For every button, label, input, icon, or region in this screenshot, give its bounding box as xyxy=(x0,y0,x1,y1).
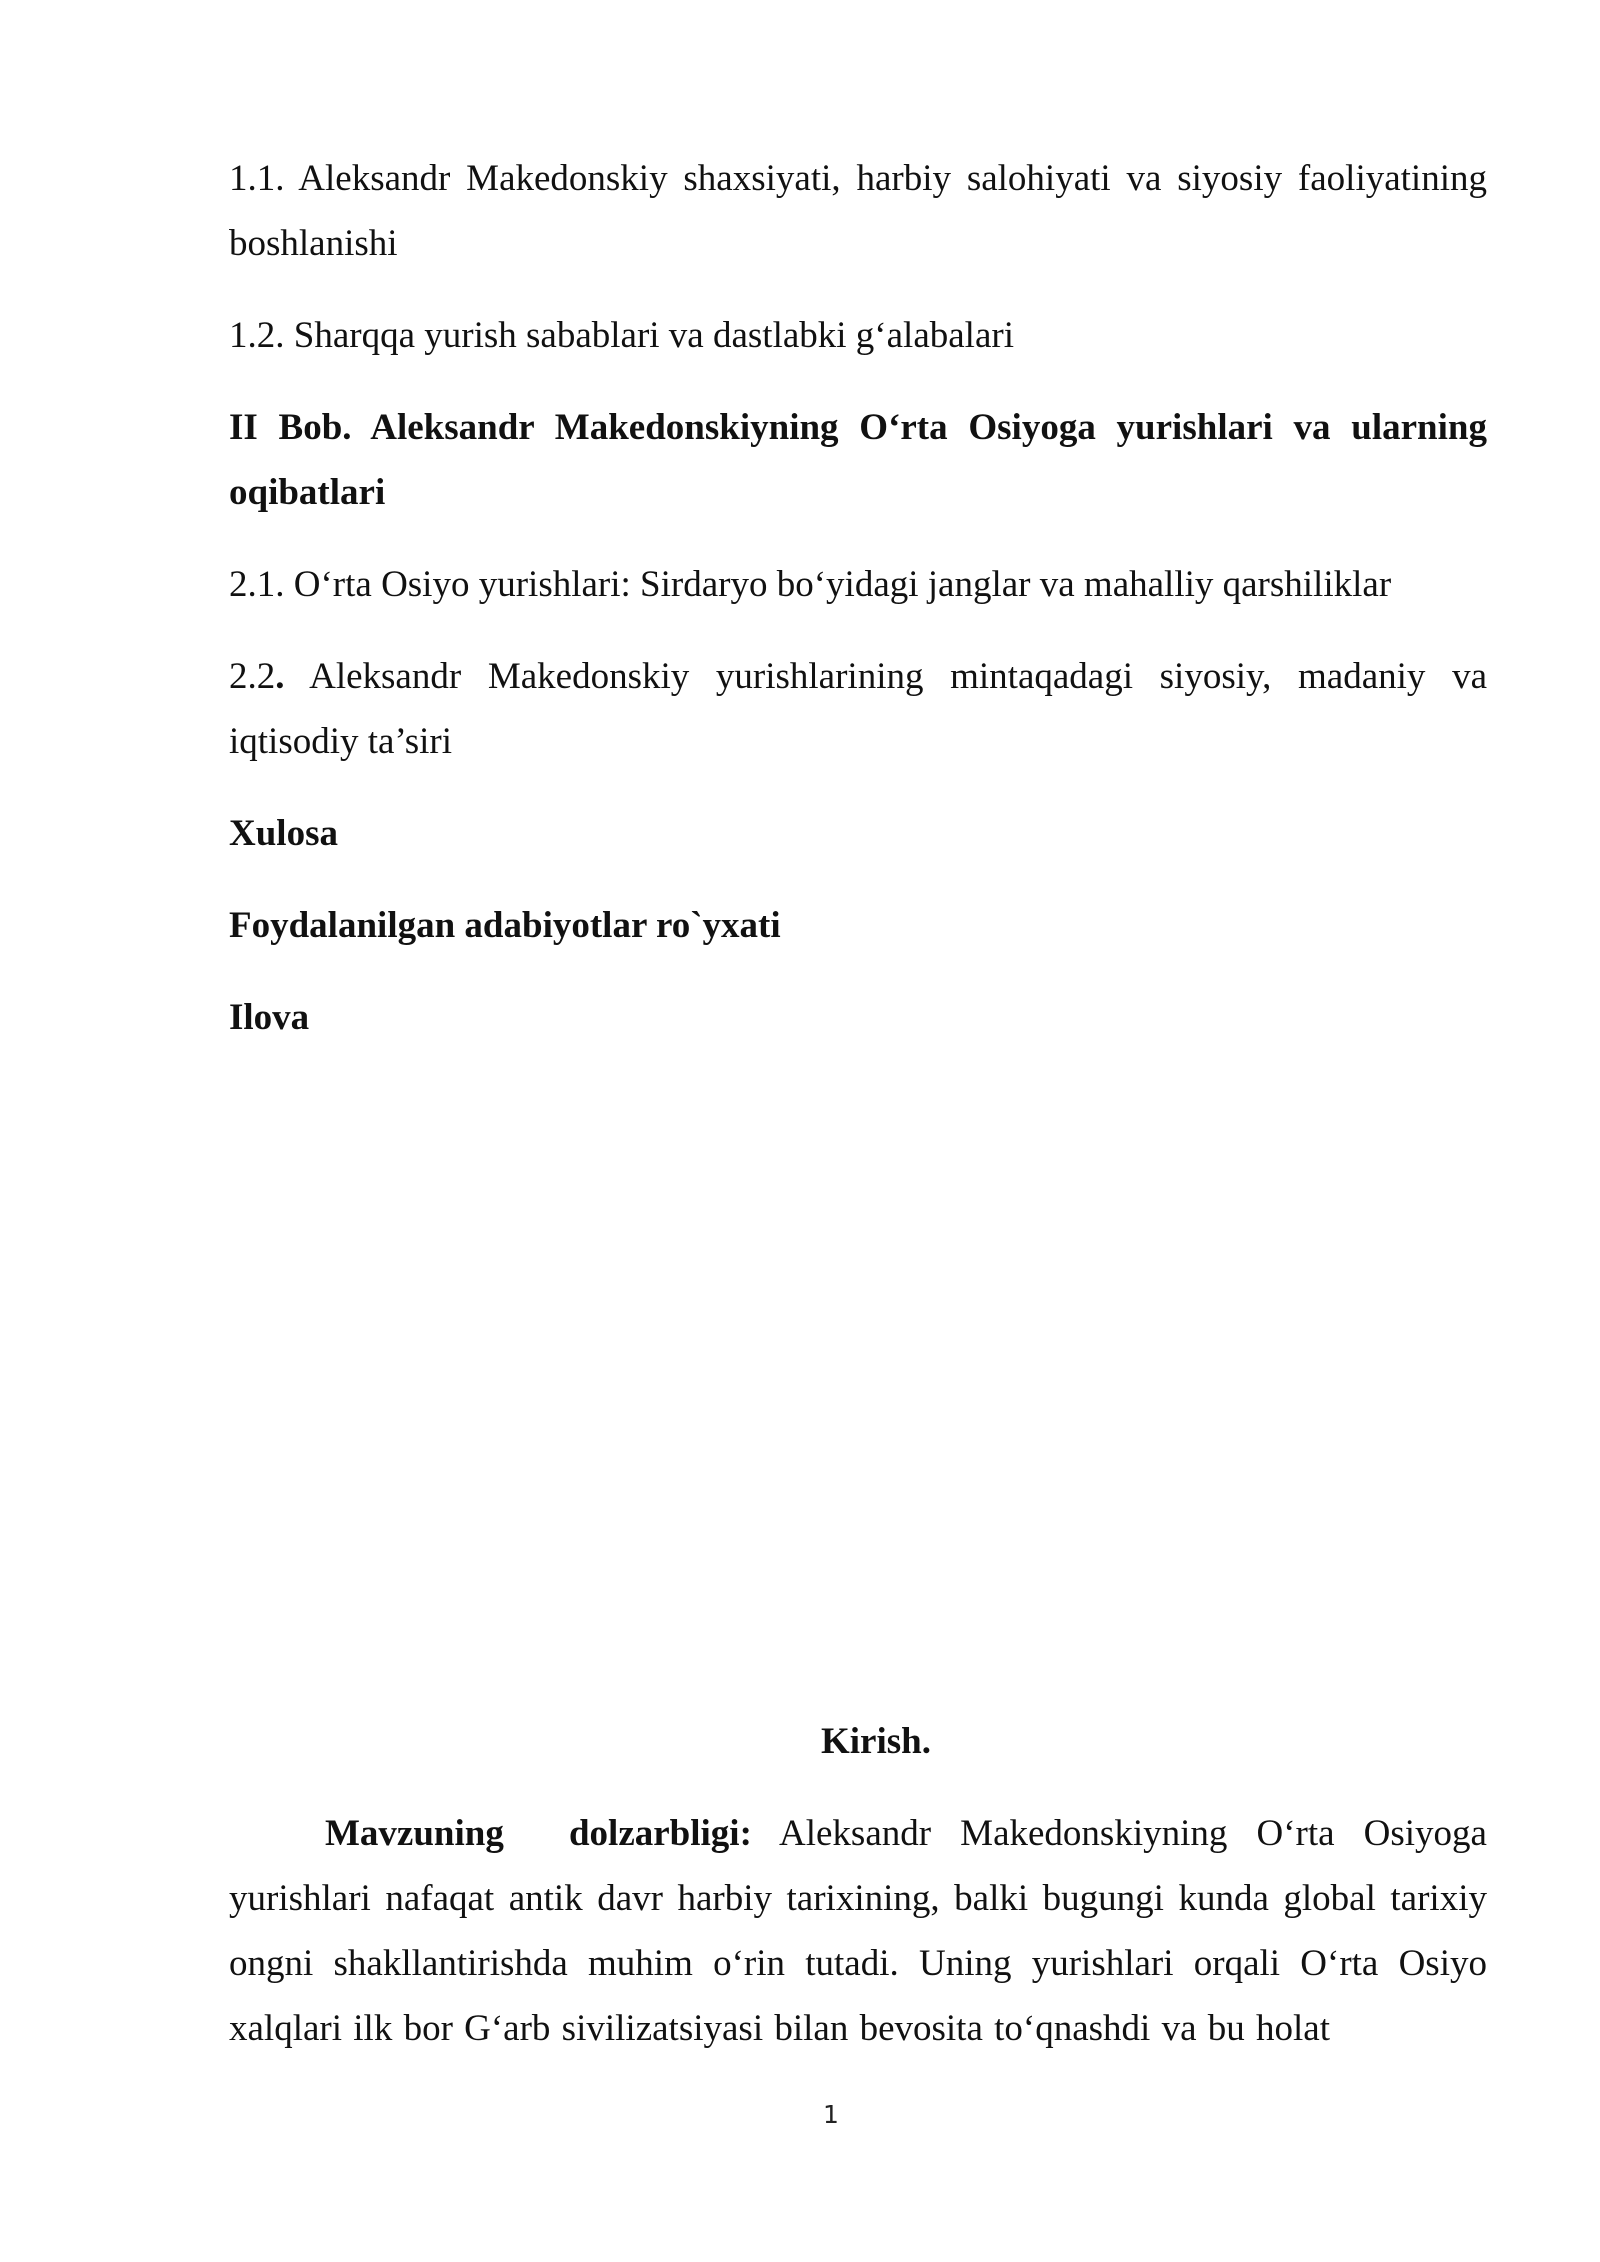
intro-heading: Kirish. xyxy=(821,1721,931,1762)
page-number: 1 xyxy=(823,2100,839,2129)
intro-text: Aleksandr Makedonskiyning O‘rta Osiyoga yurishlari nafaqat antik davr harbiy tarixining, balki bugungi kunda global tarixiy ongni shakllantirishda muhim o‘rin tutadi. Uning yurishlari orqali O‘rta Osiyo xalqlari ilk bor G‘arb sivilizatsiyasi bilan bevosita to‘qnashdi va bu holat xyxy=(229,1813,1487,2049)
toc-item-1-1: 1.1. Aleksandr Makedonskiy shaxsiyati, harbiy salohiyati va siyosiy faoliyatining boshlanishi xyxy=(229,158,1487,264)
intro-paragraph xyxy=(229,1801,1487,2061)
toc-item-1-2: 1.2. Sharqqa yurish sabablari va dastlabki g‘alabalari xyxy=(229,315,1014,356)
toc-bibliography: Foydalanilgan adabiyotlar ro`yxati xyxy=(229,905,781,946)
toc-item-2-2-text: Aleksandr Makedonskiy yurishlarining mintaqadagi siyosiy, madaniy va iqtisodiy ta’siri xyxy=(229,656,1487,762)
toc-item-2-2 xyxy=(229,644,1487,774)
toc-appendix: Ilova xyxy=(229,997,310,1038)
toc-item-2-2-dot: . xyxy=(275,656,285,697)
toc-chapter-2: II Bob. Aleksandr Makedonskiyning O‘rta Osiyoga yurishlari va ularning oqibatlari xyxy=(229,407,1487,513)
toc-item-2-1: 2.1. O‘rta Osiyo yurishlari: Sirdaryo bo‘yidagi janglar va mahalliy qarshiliklar xyxy=(229,564,1392,605)
intro-lead: Mavzuning dolzarbligi: xyxy=(325,1813,752,1854)
toc-item-2-2-number: 2.2 xyxy=(229,656,276,697)
toc-conclusion: Xulosa xyxy=(229,813,338,854)
page-content xyxy=(229,146,1487,2061)
blank-space xyxy=(229,1077,1487,1709)
